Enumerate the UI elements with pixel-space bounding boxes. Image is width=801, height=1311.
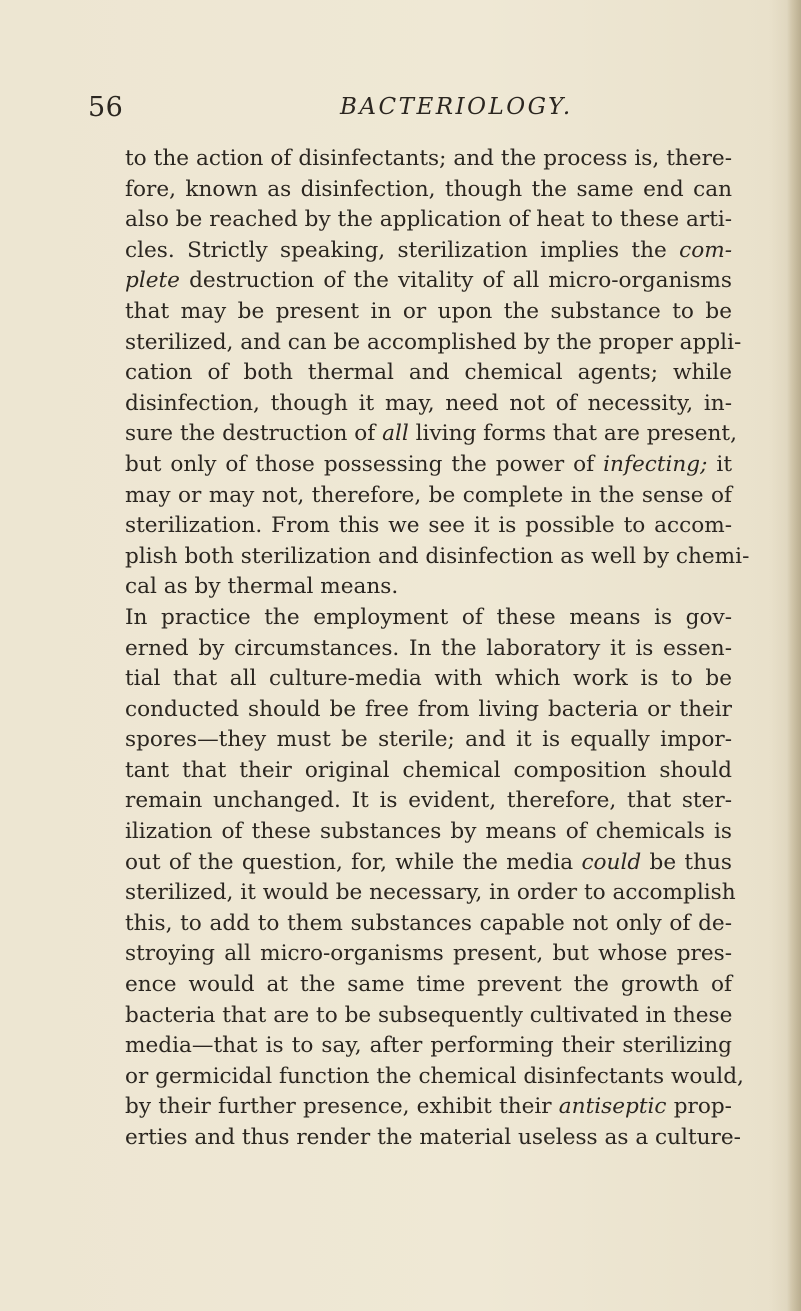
text-line — [125, 634, 732, 665]
text-line — [125, 358, 732, 389]
text-line — [125, 1001, 732, 1032]
text-segment: destruction of the vitality of all micro-organisms — [179, 268, 732, 294]
text-line — [125, 817, 732, 848]
text-line — [125, 481, 732, 512]
italic-text: antiseptic — [558, 1094, 667, 1120]
text-segment: sterilized, it would be necessary, in order to accomplish — [125, 880, 736, 906]
text-line — [125, 450, 732, 481]
text-segment: be thus — [641, 849, 733, 875]
text-segment: sterilized, and can be accomplished by the proper appli- — [125, 329, 742, 355]
text-line — [125, 1031, 732, 1062]
text-line — [125, 939, 732, 970]
text-segment: prop- — [666, 1094, 732, 1120]
text-segment: remain unchanged. It is evident, therefore, that ster- — [125, 788, 732, 814]
text-line — [125, 786, 732, 817]
text-line — [125, 328, 742, 359]
text-segment: this, to add to them substances capable not only of de- — [125, 910, 732, 936]
italic-text: com- — [679, 237, 732, 263]
text-line — [125, 1062, 744, 1093]
text-segment: that may be present in or upon the substance to be — [125, 298, 732, 324]
italic-text: all — [382, 421, 409, 447]
text-line — [125, 205, 732, 236]
text-segment: bacteria that are to be subsequently cultivated in these — [125, 1002, 733, 1028]
text-segment: cation of both thermal and chemical agents; while — [125, 360, 732, 386]
text-segment: tant that their original chemical composition should — [125, 757, 732, 783]
text-segment: fore, known as disinfection, though the same end can — [125, 176, 732, 202]
running-head: BACTERIOLOGY. — [340, 94, 573, 120]
text-line — [125, 144, 732, 175]
text-line — [125, 297, 732, 328]
text-segment: In practice the employment of these means is gov- — [125, 604, 732, 630]
text-segment: cal as by thermal means. — [125, 574, 399, 600]
text-segment: may or may not, therefore, be complete in the sense of — [125, 482, 732, 508]
text-segment: ence would at the same time prevent the growth of — [125, 972, 732, 998]
text-line — [125, 236, 732, 267]
text-segment: tial that all culture-media with which work is to be — [125, 666, 732, 692]
text-line — [125, 725, 732, 756]
page-header — [88, 92, 728, 132]
page-number: 56 — [88, 92, 124, 123]
text-line — [125, 175, 732, 206]
text-line — [125, 695, 732, 726]
text-segment: ilization of these substances by means of chemicals is — [125, 819, 732, 845]
text-line — [125, 572, 732, 603]
text-line — [125, 756, 732, 787]
text-segment: also be reached by the application of heat to these arti- — [125, 207, 733, 233]
text-segment: sure the destruction of — [125, 421, 383, 447]
text-segment: out of the question, for, while the media — [125, 849, 582, 875]
text-segment: erned by circumstances. In the laboratory it is essen- — [125, 635, 732, 661]
text-segment: disinfection, though it may, need not of necessity, in- — [125, 390, 732, 416]
italic-text: could — [581, 849, 642, 875]
italic-text: infecting; — [603, 451, 708, 477]
text-segment: but only of those possessing the power of — [125, 451, 604, 477]
text-segment: by their further presence, exhibit their — [125, 1094, 559, 1120]
body-text — [125, 144, 750, 1154]
text-line — [125, 511, 732, 542]
text-line — [125, 603, 732, 634]
text-line — [125, 419, 737, 450]
italic-text: plete — [125, 268, 180, 294]
text-line — [125, 848, 732, 879]
page-edge-shadow — [787, 0, 801, 1311]
text-line — [125, 970, 732, 1001]
text-segment: conducted should be free from living bacteria or their — [125, 696, 732, 722]
text-line — [125, 664, 732, 695]
text-segment: spores—they must be sterile; and it is equally impor- — [125, 727, 732, 753]
text-segment: or germicidal function the chemical disinfectants would, — [125, 1063, 744, 1089]
text-line — [125, 1092, 732, 1123]
text-line — [125, 542, 750, 573]
text-line — [125, 878, 736, 909]
text-segment: media—that is to say, after performing their sterilizing — [125, 1033, 732, 1059]
text-line — [125, 909, 732, 940]
text-segment: it — [707, 451, 732, 477]
text-segment: plish both sterilization and disinfection as well by chemi- — [125, 543, 750, 569]
text-segment: stroying all micro-organisms present, but whose pres- — [125, 941, 732, 967]
text-segment: cles. Strictly speaking, sterilization implies the — [125, 237, 680, 263]
text-line — [125, 389, 732, 420]
text-line — [125, 266, 732, 297]
text-line — [125, 1123, 741, 1154]
text-segment: sterilization. From this we see it is possible to accom- — [125, 513, 732, 539]
text-segment: erties and thus render the material useless as a culture- — [125, 1125, 741, 1150]
text-segment: living forms that are present, — [408, 421, 737, 447]
text-segment: to the action of disinfectants; and the process is, there- — [125, 146, 732, 171]
